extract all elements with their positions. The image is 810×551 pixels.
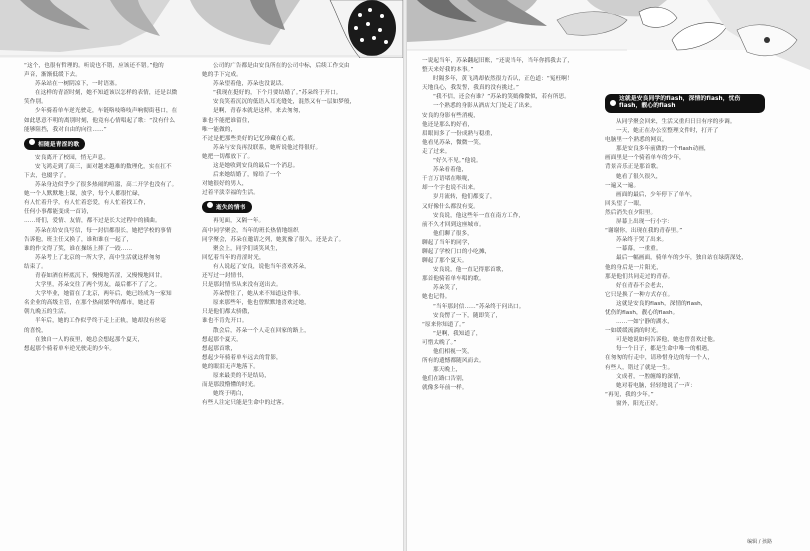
paragraph: 少年骑着单车逆光驶走，车链咯吱咯吱声响彻街巷口，在 (35, 108, 178, 115)
paragraph: 所有的遗憾都随风而去。 (422, 358, 485, 365)
paragraph: 安良笑着沉沉的低语入耳光缝处，混然又有一层如梦般， (213, 99, 356, 106)
paragraph: 苏朵在给安良写信，每一封信都很长，她把学校的事情 (35, 227, 172, 234)
paragraph: 苏朵与安良再没联系，她听说他过得很好。 (213, 144, 322, 151)
paragraph: 过着平淡幸福的生活。 (202, 190, 259, 197)
paragraph: 这是她收到安良的最后一个消息。 (213, 163, 299, 170)
paragraph: 安良说，他一直记得那首歌， (433, 267, 508, 274)
paragraph: 聊起了当年的同学， (422, 239, 474, 246)
flower-icon (206, 201, 214, 209)
paragraph: 屏幕上出现一行小字： (616, 219, 673, 226)
paragraph: 那首他骑着单车唱的歌。 (422, 276, 485, 283)
paragraph: 电脑里一个熟悉的网页， (605, 137, 668, 144)
paragraph: 名企业的高级主管，在那个热闹繁华的都市，她过着 (24, 300, 155, 307)
paragraph: 他还是那么的好看， (422, 121, 474, 128)
paragraph: 对她很好的男人， (202, 181, 248, 188)
paragraph: 窗外，阳光正好。 (616, 400, 662, 407)
section-title: 逝失的情书 (216, 205, 246, 212)
paragraph: 背景音乐正是那首歌。 (605, 164, 662, 171)
paragraph: 只是那封情书从来没有送出去。 (202, 282, 282, 289)
paragraph: 安良说，他这些年一直在南方工作， (433, 212, 525, 219)
paragraph: 安良离开了校园，悄无声息。 (35, 154, 110, 161)
paragraph: 想起那个夏天， (202, 336, 242, 343)
paragraph: 在独自一人的夜里，她总会想起那个夏天， (35, 336, 144, 343)
paragraph: 原来那些年，他也曾默默地喜欢过她， (213, 300, 310, 307)
section-title: 相随是青涩的歌 (38, 141, 80, 148)
paragraph: 笑作别。 (24, 99, 47, 106)
paragraph: 苏朵愣住了，她从来不知道这件事。 (213, 291, 305, 298)
paragraph: 忧伤的flash，靓心的flash。 (605, 309, 679, 316)
paragraph: 不过是把那些美好的记忆珍藏在心底。 (202, 135, 299, 142)
paragraph: 想起少年骑着单车远去的背影， (202, 354, 282, 361)
paragraph: 聊起了那个夏天。 (422, 258, 468, 265)
paragraph: “谢谢你，出现在我的青春里。” (605, 228, 683, 235)
paragraph: 的喜悦， (24, 327, 47, 334)
right-column-1 (422, 57, 590, 393)
paragraph: 苏朵终于哭了出来。 (616, 237, 668, 244)
paragraph: 后来她结婚了，嫁给了一个 (213, 172, 282, 179)
paragraph: 任何小事都能变成一首诗， (24, 209, 93, 216)
paragraph: 一遍又一遍。 (605, 182, 640, 189)
paragraph: 苏朵考上了北京的一所大学，高中生活就这样匆匆 (35, 254, 161, 261)
paragraph: 有人忙着升学，有人忙着恋爱，有人忙着找工作， (24, 200, 150, 207)
paragraph: 而是那段懵懂的时光。 (202, 382, 259, 389)
right-page (407, 0, 810, 551)
left-column-2 (202, 62, 362, 408)
paragraph: 结束了。 (24, 263, 47, 270)
paragraph: 好在青春不会老去， (616, 282, 668, 289)
paragraph: “原来你知道了。” (422, 321, 466, 328)
paragraph: 一天，她正在办公室整理文件时，打开了 (616, 128, 719, 135)
paragraph: 她也记得。 (422, 294, 451, 301)
left-col2-text-b (202, 217, 362, 408)
paragraph: 下去，也辍学了。 (24, 172, 70, 179)
paragraph: 前不久才回到这座城市。 (422, 221, 485, 228)
paragraph: 他们相视一笑， (433, 349, 473, 355)
paragraph: 她的眼泪无声地落下。 (202, 363, 259, 370)
paragraph: 走了过来。 (422, 148, 451, 155)
paragraph: 可是她说如何告诉他，她也曾喜欢过他。 (616, 337, 719, 344)
paragraph: 那是他们共同走过的青春。 (605, 273, 674, 280)
paragraph: 有些人，错过了就是一生。 (605, 364, 674, 371)
paragraph: 大学毕业，她留在了北京，两年后，她已经成为一家知 (35, 291, 172, 298)
right-column-2 (605, 92, 775, 409)
paragraph: 从同学聚会回来，生活又重归日日有序的步调。 (616, 119, 736, 125)
paragraph: 高中同学聚会，当年的班长热情地组织 (202, 227, 299, 234)
paragraph: 这就是安良的flash，深情的flash， (616, 300, 707, 307)
flower-icon (609, 99, 617, 107)
paragraph: 在这样的青涩时刻，她不知道该以怎样的表情，还是以微 (35, 90, 178, 97)
paragraph: 一如缓缓流淌的时光。 (605, 328, 662, 335)
paragraph: 又好像什么都没有变。 (422, 203, 479, 210)
paragraph: 苏朵站在一树阴凉下，一时语塞。 (35, 81, 121, 88)
paragraph: 一说起当年，苏朵翻起旧账，“还说当年，当年你抓我去了， (422, 58, 574, 64)
paragraph: 是啊，青春本就是这样，来去匆匆， (213, 108, 305, 115)
paragraph: 谁的作文得了奖，谁在操场上摔了一跤…… (24, 245, 133, 252)
paragraph: 苏朵望着他，苏朵也没说话。 (213, 81, 288, 88)
paragraph: 画面的最后，少年停下了单车， (616, 191, 696, 198)
paragraph: 画面里是一个骑着单车的少年， (605, 155, 685, 162)
paragraph: “我不信，还会有谁？”苏朵的笑嫣像微似，若有所思。 (433, 94, 570, 101)
paragraph: 那是安良多年前做的一个flash动画， (616, 146, 710, 153)
left-col1-text-a (24, 62, 184, 135)
paragraph: 聊起了学校门口的小吃摊， (422, 248, 491, 255)
paragraph: 他们聊了很多， (433, 230, 473, 237)
paragraph: 在匆匆的行走中，请珍惜身边的每一个人， (605, 355, 714, 362)
paragraph: 就像多年前一样。 (422, 385, 468, 392)
paragraph: 原来最美的不是结局， (213, 373, 270, 379)
paragraph: 她的手下完成。 (202, 72, 242, 79)
paragraph: 时隔多年，黄飞鸿却依然很力否认，正色道：“冤枉啊！ (433, 76, 573, 83)
paragraph: 千言万语堵在喉咙， (422, 176, 474, 183)
paragraph: 那天晚上， (433, 367, 462, 374)
paragraph: 还写过一封情书， (202, 272, 248, 279)
paragraph: 安良愣了一下，随即笑了， (433, 312, 502, 319)
paragraph: 公司的广告都是由安良所在的公司中标，后续工作交由 (213, 63, 350, 69)
paragraph: 青春如酒在杯底沉下，慢慢地苦涩，又慢慢地回甘。 (35, 272, 166, 279)
left-col2-text-a (202, 62, 362, 198)
paragraph: “再见，我的少年。” (605, 391, 654, 398)
paragraph: 再见面，又隔一年。 (213, 218, 265, 225)
paragraph: 她终于明白， (213, 391, 248, 398)
paragraph: 想起那个骑着单车逆光驶走的少年。 (24, 345, 116, 352)
paragraph: 想起那首歌， (202, 345, 237, 352)
header-illustration-left (0, 0, 403, 58)
left-column-1 (24, 62, 184, 354)
paragraph: “当年那封信……”苏朵终于问出口。 (433, 303, 525, 310)
paragraph: 声音，渐渐低缓下去。 (24, 72, 81, 79)
paragraph: 她一个人默默地上课，放学，每个人都很忙碌， (24, 191, 144, 198)
paragraph: 能够阻挡，我对自由的向往……” (24, 126, 107, 133)
paragraph: “这个，也很有哲理的。听说也不错，应该还不错。”他的 (24, 63, 164, 69)
section-heading-1 (24, 138, 184, 150)
paragraph: 最后一幅画面，骑单车的少年，独自站在绿荫深处， (616, 255, 747, 262)
flower-icon (28, 138, 36, 146)
left-col1-text-b (24, 154, 184, 354)
paragraph: 一幕幕，一重重。 (616, 246, 662, 253)
paragraph: 他看见苏朵，微微一笑， (422, 139, 485, 146)
paragraph: 她把一切都放下了。 (202, 153, 254, 160)
paragraph: 然后消失在夕阳里。 (605, 209, 657, 216)
paragraph: 文成者，一腔缠绵的深情， (616, 373, 685, 380)
paragraph: 回忆着当年的青涩时光， (202, 254, 265, 261)
paragraph: “好久不见。”他说。 (433, 158, 482, 165)
paragraph: ……一如宁静的湖水， (616, 319, 673, 326)
section-heading-3 (605, 92, 775, 114)
paragraph: 她看了很久很久， (616, 173, 662, 180)
paragraph: 每一个日子，都是生命中唯一的相遇， (616, 346, 713, 353)
paragraph: 一个熟悉的身影从酒店大门处走了出来。 (433, 103, 536, 110)
paragraph: 只是他们都太骄傲， (202, 309, 254, 316)
paragraph: 半年后，她的工作似乎终于走上正轨，她却没有丝毫 (35, 318, 166, 325)
paragraph: 大学里，苏朵交往了两个男友，最后都不了了之。 (35, 282, 161, 289)
paragraph: 聚会上，同学们谈笑风生， (213, 245, 282, 252)
paragraph: 安飞鸿走到了高三，面对越来越难的数理化，实在扛不 (35, 163, 172, 170)
paragraph: 它只是换了一种方式存在。 (605, 291, 674, 298)
editor-credit: 编辑 / 孩路 (747, 539, 772, 545)
paragraph: 朝九晚五的生活。 (24, 309, 70, 316)
paragraph: 散会后，苏朵一个人走在回家的路上， (213, 327, 310, 334)
paragraph: 有人说起了安良，说他当年喜欢苏朵， (213, 263, 310, 270)
paragraph: 谁也不肯先开口。 (202, 318, 248, 325)
paragraph: 唯一能做的， (202, 126, 237, 133)
paragraph: 苏朵笑了， (433, 285, 462, 292)
paragraph: “我现在挺好的，下个月要结婚了。”苏朵终于开口。 (213, 90, 342, 97)
paragraph: ……哥们，爱情、友情，都不过是长大过程中的插曲。 (24, 218, 161, 225)
paragraph: 眉眼间多了一份成熟与稳重， (422, 130, 497, 137)
paragraph: 有些人注定只能是生命中的过客。 (202, 400, 288, 407)
section-title: 这就是安良同学的flash，深情的flash，忧伤flash，靓心的flash (619, 95, 741, 109)
section-heading-2 (202, 201, 362, 213)
paragraph: 如此思意不明的离别时刻，他竟有心情唱起了歌：“没有什么 (24, 117, 176, 124)
paragraph: 却一个字也说不出来。 (422, 185, 479, 192)
paragraph: 可惜太晚了。” (422, 339, 457, 346)
paragraph: 整天来好我的本事。” (422, 67, 474, 74)
paragraph: 岁月流转，他们都变了， (433, 194, 496, 201)
paragraph: 他们在路口告别， (422, 376, 468, 383)
paragraph: 告诉他，班主任又换了，谁和谁在一起了， (24, 236, 133, 243)
paragraph: 同学聚会，苏朵在邀请之列，她犹豫了很久，还是去了。 (202, 236, 345, 243)
paragraph: 谁也不能把谁留住， (202, 117, 254, 124)
left-page (0, 0, 403, 551)
paragraph: 安良的身影有些消瘦， (422, 112, 479, 119)
paragraph: “是啊，我知道了， (433, 330, 482, 337)
paragraph: 她对着电脑，轻轻地说了一声： (616, 382, 696, 389)
paragraph: 天地良心，我发誓，我真的没有挑过。” (422, 85, 519, 92)
paragraph: 他的身后是一片阳光， (605, 264, 662, 271)
paragraph: 回头望了一眼， (605, 200, 645, 207)
paragraph: 苏朵身边似乎少了很多热闹的喧嚣，高二开学也没有了。 (35, 182, 178, 189)
paragraph: 苏朵看着他， (433, 167, 468, 174)
